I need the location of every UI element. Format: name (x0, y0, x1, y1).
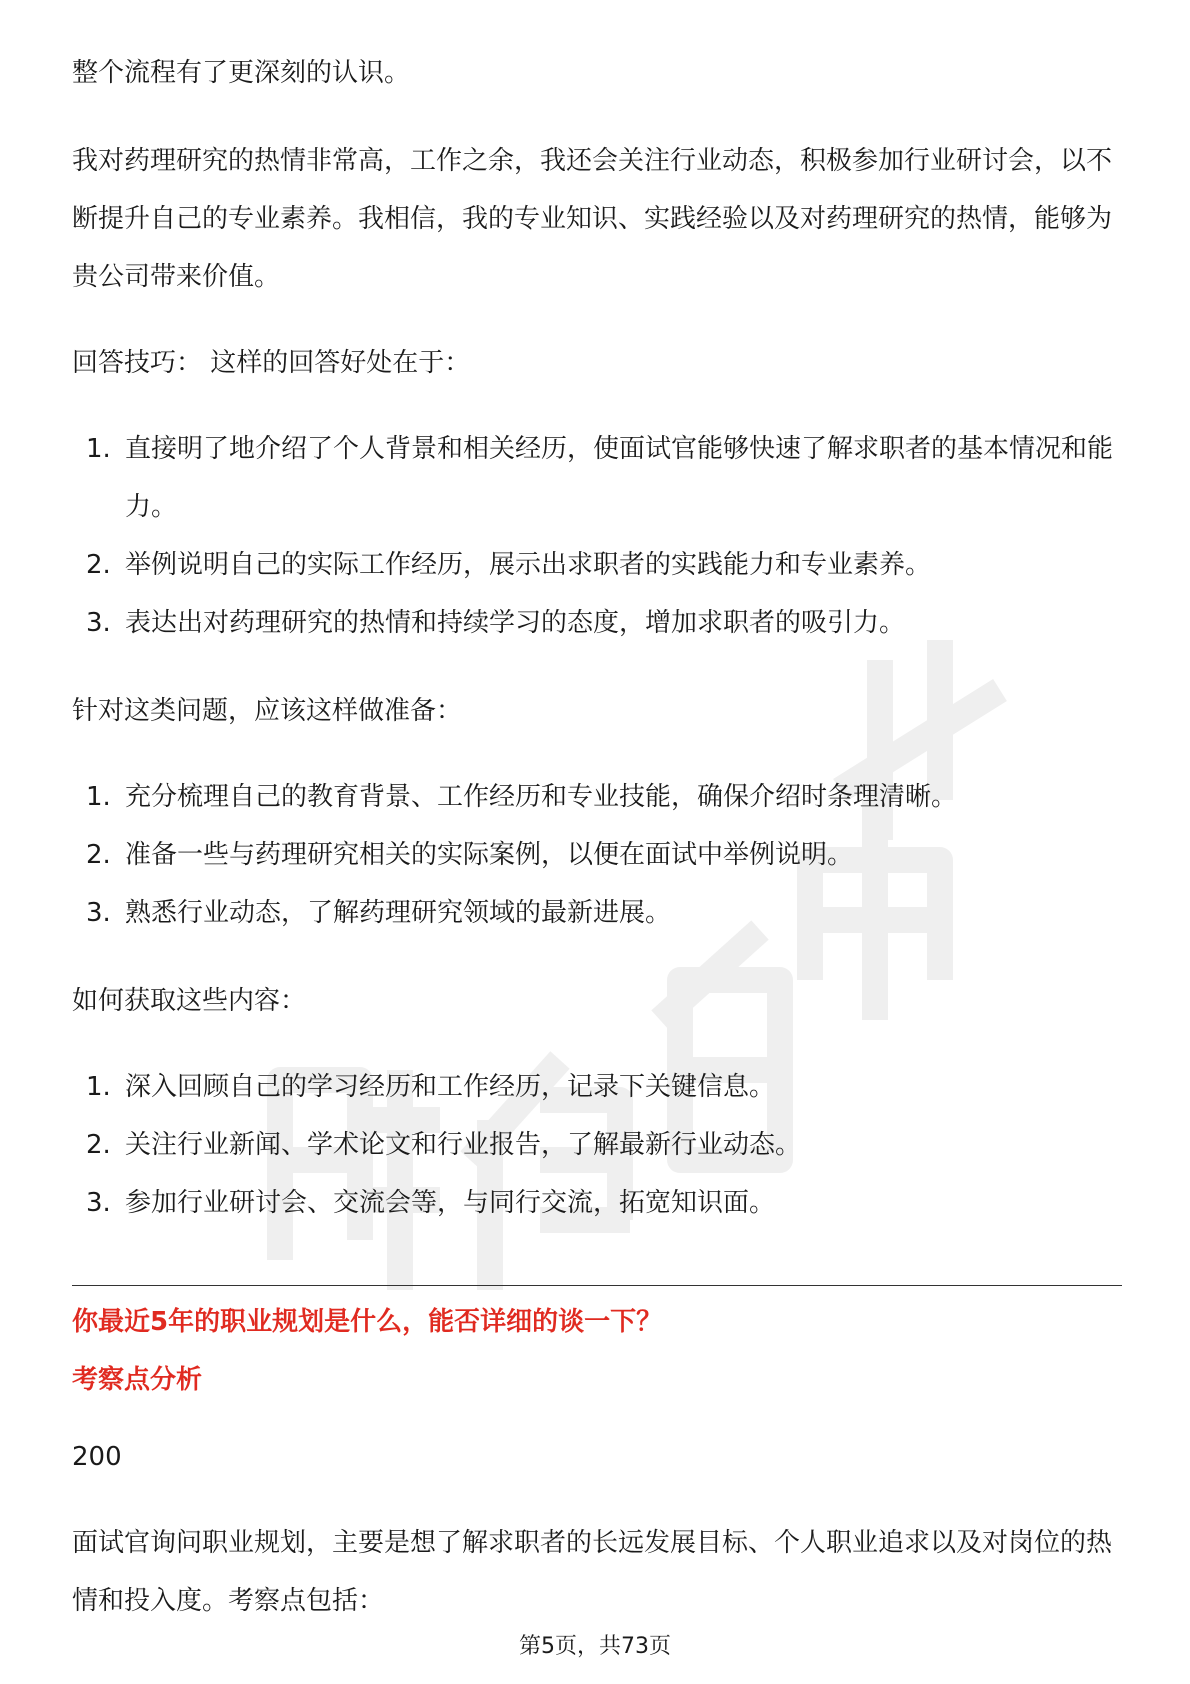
tips-list (72, 420, 1122, 652)
list-text: 关注行业新闻、学术论文和行业报告，了解最新行业动态。 (125, 1130, 802, 1160)
question-title: 你最近5年的职业规划是什么，能否详细的谈一下？ (72, 1307, 663, 1337)
list-number: 3. (86, 1188, 111, 1218)
list-item (72, 594, 1122, 652)
list-number: 1. (86, 434, 111, 464)
list-text: 准备一些与药理研究相关的实际案例，以便在面试中举例说明。 (125, 840, 854, 870)
list-item (72, 826, 1122, 884)
list-text: 直接明了地介绍了个人背景和相关经历，使面试官能够快速了解求职者的基本情况和能力。 (125, 434, 1114, 522)
list-item (72, 536, 1122, 594)
list-item (72, 420, 1122, 536)
score-value: 200 (72, 1442, 122, 1472)
list-number: 2. (86, 550, 111, 580)
analysis-heading: 考察点分析 (72, 1365, 203, 1395)
prep-list (72, 768, 1122, 942)
list-text: 表达出对药理研究的热情和持续学习的态度，增加求职者的吸引力。 (125, 608, 906, 638)
list-text: 参加行业研讨会、交流会等，与同行交流，拓宽知识面。 (125, 1188, 776, 1218)
acquire-heading: 如何获取这些内容： (72, 986, 307, 1016)
section-divider (72, 1285, 1122, 1286)
list-text: 深入回顾自己的学习经历和工作经历，记录下关键信息。 (125, 1072, 776, 1102)
tail-paragraph: 面试官询问职业规划，主要是想了解求职者的长远发展目标、个人职业追求以及对岗位的热情和投入度。考察点包括： (72, 1528, 1113, 1616)
tips-heading: 回答技巧： 这样的回答好处在于： (72, 348, 471, 378)
list-number: 2. (86, 840, 111, 870)
page-footer: 第5页，共73页 (519, 1634, 671, 1659)
prep-heading: 针对这类问题，应该这样做准备： (72, 696, 463, 726)
list-item (72, 1058, 1122, 1116)
list-number: 1. (86, 782, 111, 812)
list-number: 2. (86, 1130, 111, 1160)
list-number: 3. (86, 608, 111, 638)
list-item (72, 1116, 1122, 1174)
list-item (72, 884, 1122, 942)
acquire-list (72, 1058, 1122, 1232)
list-text: 举例说明自己的实际工作经历，展示出求职者的实践能力和专业素养。 (125, 550, 932, 580)
passion-paragraph: 我对药理研究的热情非常高，工作之余，我还会关注行业动态，积极参加行业研讨会，以不断提升自己的专业素养。我相信，我的专业知识、实践经验以及对药理研究的热情，能够为贵公司带来价值。 (72, 146, 1113, 292)
list-number: 3. (86, 898, 111, 928)
list-text: 充分梳理自己的教育背景、工作经历和专业技能，确保介绍时条理清晰。 (125, 782, 958, 812)
list-text: 熟悉行业动态，了解药理研究领域的最新进展。 (125, 898, 672, 928)
intro-paragraph: 整个流程有了更深刻的认识。 (72, 58, 411, 88)
main-content (72, 44, 1122, 1262)
list-item (72, 1174, 1122, 1232)
list-number: 1. (86, 1072, 111, 1102)
list-item (72, 768, 1122, 826)
